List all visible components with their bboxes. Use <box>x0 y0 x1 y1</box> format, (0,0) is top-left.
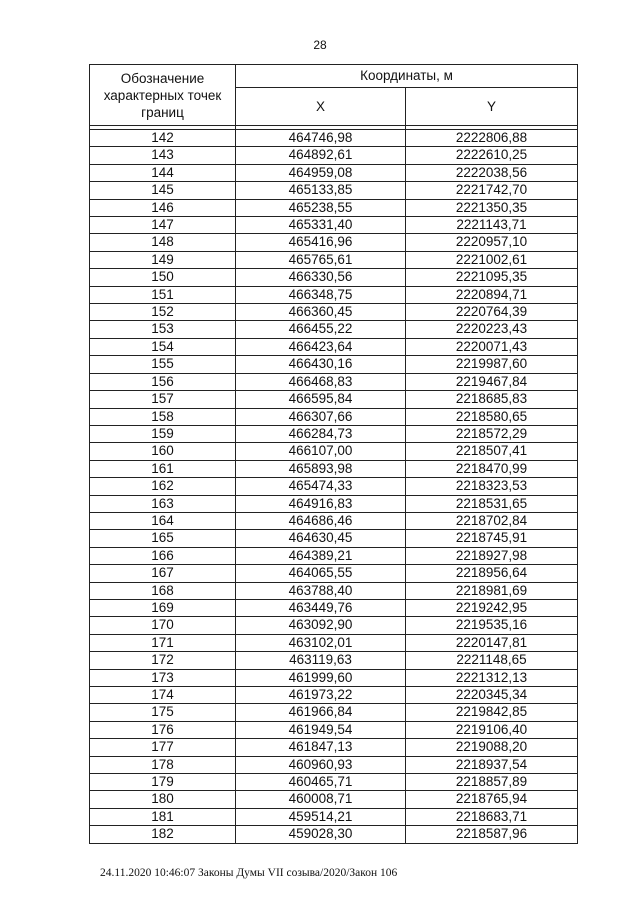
cell-point: 178 <box>90 756 236 773</box>
cell-point: 156 <box>90 373 236 390</box>
cell-point: 176 <box>90 721 236 738</box>
cell-y: 2221350,35 <box>406 199 578 216</box>
table-row <box>90 582 578 599</box>
table-row <box>90 530 578 547</box>
cell-y: 2221148,65 <box>406 652 578 669</box>
table-row <box>90 321 578 338</box>
cell-y: 2219987,60 <box>406 356 578 373</box>
table-row <box>90 826 578 843</box>
cell-y: 2220957,10 <box>406 234 578 251</box>
cell-point: 142 <box>90 130 236 147</box>
cell-x: 465133,85 <box>236 182 406 199</box>
cell-x: 465893,98 <box>236 460 406 477</box>
table-row <box>90 739 578 756</box>
cell-x: 464686,46 <box>236 512 406 529</box>
cell-point: 160 <box>90 443 236 460</box>
cell-y: 2218702,84 <box>406 512 578 529</box>
cell-point: 159 <box>90 425 236 442</box>
cell-point: 158 <box>90 408 236 425</box>
cell-y: 2220345,34 <box>406 687 578 704</box>
cell-x: 464959,08 <box>236 164 406 181</box>
cell-point: 146 <box>90 199 236 216</box>
table-row <box>90 512 578 529</box>
cell-x: 465331,40 <box>236 217 406 234</box>
cell-point: 172 <box>90 652 236 669</box>
cell-point: 170 <box>90 617 236 634</box>
table-row <box>90 791 578 808</box>
cell-point: 177 <box>90 739 236 756</box>
cell-point: 152 <box>90 304 236 321</box>
table-row <box>90 721 578 738</box>
cell-point: 182 <box>90 826 236 843</box>
table-row <box>90 356 578 373</box>
cell-point: 149 <box>90 251 236 268</box>
table-row <box>90 286 578 303</box>
table-row <box>90 547 578 564</box>
cell-x: 463119,63 <box>236 652 406 669</box>
cell-point: 157 <box>90 391 236 408</box>
cell-y: 2219242,95 <box>406 599 578 616</box>
cell-point: 147 <box>90 217 236 234</box>
table-row <box>90 373 578 390</box>
header-y: Y <box>406 88 578 126</box>
coordinates-table <box>89 64 578 844</box>
table-row <box>90 130 578 147</box>
cell-y: 2221095,35 <box>406 269 578 286</box>
cell-x: 464630,45 <box>236 530 406 547</box>
cell-y: 2221742,70 <box>406 182 578 199</box>
cell-point: 169 <box>90 599 236 616</box>
header-point-designation: Обозначение характерных точек границ <box>90 65 236 126</box>
cell-y: 2218572,29 <box>406 425 578 442</box>
cell-point: 164 <box>90 512 236 529</box>
cell-point: 173 <box>90 669 236 686</box>
coordinates-table-body <box>90 130 578 844</box>
table-row <box>90 234 578 251</box>
cell-x: 460008,71 <box>236 791 406 808</box>
cell-x: 465765,61 <box>236 251 406 268</box>
table-row <box>90 251 578 268</box>
cell-point: 151 <box>90 286 236 303</box>
cell-y: 2219467,84 <box>406 373 578 390</box>
cell-y: 2219842,85 <box>406 704 578 721</box>
cell-y: 2218745,91 <box>406 530 578 547</box>
cell-y: 2220223,43 <box>406 321 578 338</box>
cell-x: 466307,66 <box>236 408 406 425</box>
cell-point: 155 <box>90 356 236 373</box>
table-row <box>90 774 578 791</box>
cell-y: 2221143,71 <box>406 217 578 234</box>
cell-y: 2222610,25 <box>406 147 578 164</box>
table-row <box>90 182 578 199</box>
cell-y: 2218937,54 <box>406 756 578 773</box>
cell-x: 461949,54 <box>236 721 406 738</box>
table-row <box>90 652 578 669</box>
cell-x: 464746,98 <box>236 130 406 147</box>
cell-x: 464916,83 <box>236 495 406 512</box>
cell-y: 2220071,43 <box>406 338 578 355</box>
cell-y: 2221002,61 <box>406 251 578 268</box>
cell-y: 2218587,96 <box>406 826 578 843</box>
table-row <box>90 443 578 460</box>
table-row <box>90 460 578 477</box>
cell-point: 167 <box>90 565 236 582</box>
cell-x: 465474,33 <box>236 478 406 495</box>
cell-x: 463449,76 <box>236 599 406 616</box>
cell-x: 466430,16 <box>236 356 406 373</box>
cell-y: 2218685,83 <box>406 391 578 408</box>
cell-y: 2218507,41 <box>406 443 578 460</box>
cell-y: 2218765,94 <box>406 791 578 808</box>
cell-y: 2219535,16 <box>406 617 578 634</box>
table-row <box>90 217 578 234</box>
cell-x: 466360,45 <box>236 304 406 321</box>
cell-point: 179 <box>90 774 236 791</box>
cell-point: 174 <box>90 687 236 704</box>
cell-x: 466107,00 <box>236 443 406 460</box>
cell-x: 466423,64 <box>236 338 406 355</box>
cell-point: 163 <box>90 495 236 512</box>
table-row <box>90 164 578 181</box>
cell-y: 2220764,39 <box>406 304 578 321</box>
cell-point: 143 <box>90 147 236 164</box>
table-row <box>90 304 578 321</box>
cell-y: 2218956,64 <box>406 565 578 582</box>
table-row <box>90 704 578 721</box>
cell-x: 464389,21 <box>236 547 406 564</box>
cell-x: 461999,60 <box>236 669 406 686</box>
cell-y: 2219106,40 <box>406 721 578 738</box>
cell-y: 2218531,65 <box>406 495 578 512</box>
cell-x: 461966,84 <box>236 704 406 721</box>
cell-point: 161 <box>90 460 236 477</box>
cell-x: 466348,75 <box>236 286 406 303</box>
cell-y: 2222806,88 <box>406 130 578 147</box>
cell-point: 171 <box>90 634 236 651</box>
cell-point: 175 <box>90 704 236 721</box>
table-row <box>90 425 578 442</box>
cell-x: 459028,30 <box>236 826 406 843</box>
cell-point: 181 <box>90 808 236 825</box>
table-row <box>90 565 578 582</box>
table-row <box>90 338 578 355</box>
table-row <box>90 391 578 408</box>
cell-point: 154 <box>90 338 236 355</box>
cell-point: 148 <box>90 234 236 251</box>
cell-x: 464065,55 <box>236 565 406 582</box>
cell-x: 463092,90 <box>236 617 406 634</box>
table-row <box>90 408 578 425</box>
header-coordinates: Координаты, м <box>236 65 578 88</box>
table-row <box>90 617 578 634</box>
cell-x: 460960,93 <box>236 756 406 773</box>
cell-point: 166 <box>90 547 236 564</box>
cell-x: 466284,73 <box>236 425 406 442</box>
cell-x: 463102,01 <box>236 634 406 651</box>
header-x: X <box>236 88 406 126</box>
cell-y: 2218857,89 <box>406 774 578 791</box>
cell-y: 2219088,20 <box>406 739 578 756</box>
table-row <box>90 147 578 164</box>
table-row <box>90 478 578 495</box>
cell-y: 2218323,53 <box>406 478 578 495</box>
cell-x: 466595,84 <box>236 391 406 408</box>
cell-point: 162 <box>90 478 236 495</box>
table-row <box>90 756 578 773</box>
cell-x: 466330,56 <box>236 269 406 286</box>
cell-y: 2218927,98 <box>406 547 578 564</box>
table-row <box>90 634 578 651</box>
cell-x: 461847,13 <box>236 739 406 756</box>
cell-x: 465416,96 <box>236 234 406 251</box>
table-row <box>90 808 578 825</box>
cell-x: 465238,55 <box>236 199 406 216</box>
table-row <box>90 199 578 216</box>
cell-y: 2220147,81 <box>406 634 578 651</box>
table-row <box>90 599 578 616</box>
cell-x: 461973,22 <box>236 687 406 704</box>
table-row <box>90 687 578 704</box>
footer-timestamp: 24.11.2020 10:46:07 Законы Думы VII созыва/2020/Закон 106 <box>100 867 398 879</box>
cell-y: 2218580,65 <box>406 408 578 425</box>
cell-y: 2218683,71 <box>406 808 578 825</box>
cell-x: 466455,22 <box>236 321 406 338</box>
cell-x: 466468,83 <box>236 373 406 390</box>
cell-point: 165 <box>90 530 236 547</box>
cell-y: 2218470,99 <box>406 460 578 477</box>
cell-y: 2221312,13 <box>406 669 578 686</box>
cell-point: 180 <box>90 791 236 808</box>
cell-y: 2218981,69 <box>406 582 578 599</box>
cell-point: 153 <box>90 321 236 338</box>
cell-point: 168 <box>90 582 236 599</box>
cell-x: 459514,21 <box>236 808 406 825</box>
page-number: 28 <box>313 38 327 52</box>
table-row <box>90 269 578 286</box>
cell-x: 463788,40 <box>236 582 406 599</box>
cell-y: 2222038,56 <box>406 164 578 181</box>
table-row <box>90 495 578 512</box>
cell-point: 145 <box>90 182 236 199</box>
cell-y: 2220894,71 <box>406 286 578 303</box>
table-row <box>90 669 578 686</box>
cell-x: 460465,71 <box>236 774 406 791</box>
cell-x: 464892,61 <box>236 147 406 164</box>
cell-point: 144 <box>90 164 236 181</box>
cell-point: 150 <box>90 269 236 286</box>
